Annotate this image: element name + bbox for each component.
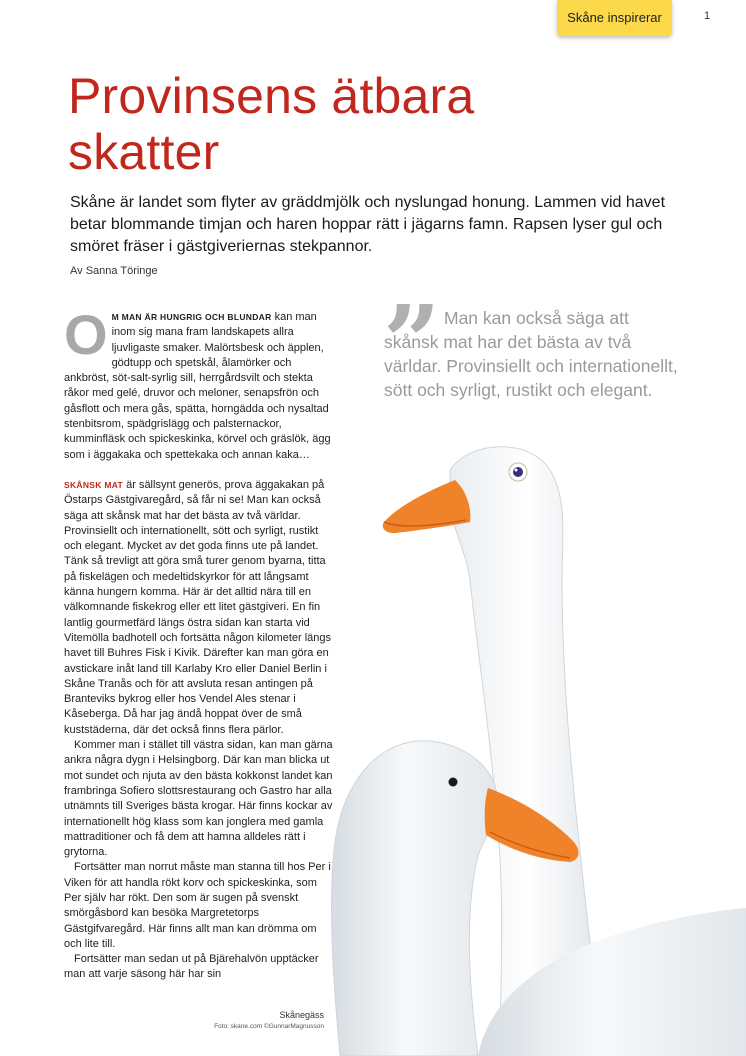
body-paragraph-4: Fortsätter man norrut måste man stanna till hos Per i Viken för att handla rökt korv och spickeskinka, som Per själv har rökt. Den som är sugen på svenskt smörgåsbord kan besöka Margretetorps Gästgifvaregård. Här finns allt man kan drömma om och lite till. (64, 861, 331, 950)
section-tab: Skåne inspirerar (557, 0, 672, 36)
run-in-lead-red: SKÅNSK MAT (64, 479, 124, 490)
paragraph-text: är sällsynt generös, prova äggakakan på Östarps Gästgivaregård, så får ni se! Man kan också säga att skånsk mat har det bästa av två världar. Provinsiellt och internationellt, sött och syrligt, rustikt och elegant. Mycket av det goda finns ute på landet. Tänk så trevligt att göra små turer genom byarna, titta på fiskelägen och medeltidskyrkor för att långsamt känna hungern komma. Här är det alltid nära till en välkomnande fiskekrog eller ett litet gästgiveri. En fin lantlig gourmetfärd längs östra sidan kan starta vid Vitemölla badhotell och fortsätta någon kilometer längs havet till Buhres Fisk i Kivik. Därefter kan man göra en avstickare inåt land till Karlaby Kro eller Daniel Berlin i Skåne Tranås och för att avsluta resan antingen på Branteviks bykrog eller hos Vendel Ales stenar i Kåseberga. Då har jag ändå hoppat över de små kuststäderna, där det också finns flera pärlor. (64, 478, 332, 736)
article-title: Provinsens ätbara skatter (68, 68, 475, 180)
byline: Av Sanna Töringe (70, 265, 158, 277)
geese-photo (300, 430, 746, 1056)
body-paragraph-2 (64, 478, 336, 738)
photo-caption: Skånegäss (279, 1010, 324, 1020)
pull-quote: Man kan också säga att skånsk mat har det bästa av två världar. Provinsiellt och internationellt, sött och syrligt, rustikt och elegant. (384, 308, 678, 400)
body-paragraph-3: Kommer man i stället till västra sidan, kan man gärna ankra några dygn i Helsingborg. Där kan man blicka ut mot sundet och njuta av den bästa kokkonst landet kan frambringa Sofiero slottsrestaurang och Gastro har alla utnämnts till Sveriges bästa krogar. Här finns kockar av internationellt hög klass som kan jonglera med gamla mattraditioner och få dem att hamna alldeles rätt i grytorna. (64, 739, 333, 859)
page-number: 1 (704, 10, 711, 22)
run-in-lead: M MAN ÄR HUNGRIG OCH BLUNDAR (111, 312, 272, 322)
front-goose-eye (449, 778, 458, 787)
paragraph-text: kan man inom sig mana fram landskapets allra ljuvligaste smaker. Malörtsbesk och äpplen, gödtupp och spetskål, ålamörker och ankbröst, söt-salt-syrlig sill, herrgårdsvilt och stekta råkor med gelé, druvor och meloner, senapsfrön och gåsflott och mera gås, spätta, horngädda och nysaltad stenbitsrom, spädgrislägg och palsternackor, kumminfläsk och spickeskinka, körvel och gräslök, ägg som i äggakaka och spettekaka och annan kaka… (64, 311, 331, 461)
drop-cap: O (64, 303, 108, 366)
quote-mark-icon: ” (383, 283, 441, 401)
body-column (64, 303, 336, 983)
body-paragraph-1 (64, 303, 336, 463)
body-paragraph-5: Fortsätter man sedan ut på Bjärehalvön upptäcker man att varje säsong här har sin (64, 953, 319, 981)
photo-credit: Foto: skane.com ©GunnarMagnusson (214, 1023, 324, 1030)
photo-caption-block (214, 1010, 324, 1032)
article-lead: Skåne är landet som flyter av gräddmjölk och nyslungad honung. Lammen vid havet betar blommande timjan och haren hoppar rätt i jägarns famn. Rapsen lyser gul och smöret fräser i gästgiveriernas stekpannor. (70, 194, 666, 255)
